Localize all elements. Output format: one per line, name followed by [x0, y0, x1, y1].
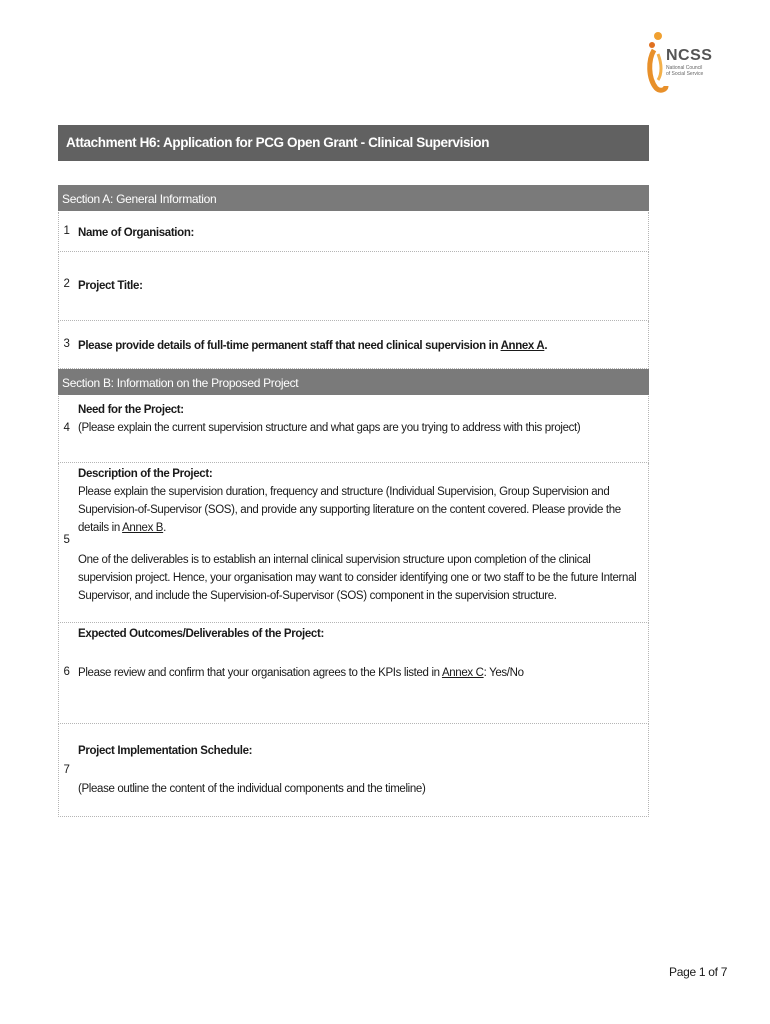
section-a-header: Section A: General Information	[58, 185, 649, 212]
logo-name: NCSS	[666, 47, 713, 64]
row-text	[78, 465, 646, 605]
row-text	[78, 742, 646, 798]
annex-c-link[interactable]: Annex C	[441, 667, 484, 679]
page-title: Attachment H6: Application for PCG Open Grant - Clinical Supervision	[58, 125, 649, 161]
row-end: : Yes/No	[483, 667, 524, 679]
section-b-header: Section B: Information on the Proposed Project	[58, 369, 649, 396]
row-4[interactable]	[58, 396, 649, 463]
row-label: Name of Organisation:	[78, 227, 194, 239]
row-number: 4	[63, 422, 70, 434]
row-description: (Please explain the current supervision structure and what gaps are you trying to address with this project)	[78, 422, 581, 434]
application-form	[58, 185, 649, 817]
row-end: .	[163, 522, 166, 534]
row-2[interactable]	[58, 252, 649, 321]
row-label: Description of the Project:	[78, 468, 213, 480]
row-description-1: Please explain the supervision duration, frequency and structure (Individual Supervision, Group Supervision and Supervision-of-Supervisor (SOS), and provide any supporting literature on the content covered. Please provide the details in	[78, 486, 621, 534]
row-description: (Please outline the content of the individual components and the timeline)	[78, 783, 426, 795]
row-label: Project Title:	[78, 280, 143, 292]
annex-b-link[interactable]: Annex B	[122, 522, 164, 534]
row-label: Need for the Project:	[78, 404, 184, 416]
row-description	[78, 664, 646, 682]
row-1[interactable]	[58, 212, 649, 252]
row-6[interactable]	[58, 623, 649, 724]
row-number: 7	[63, 764, 70, 776]
row-number: 5	[63, 534, 70, 546]
row-label: Expected Outcomes/Deliverables of the Project:	[78, 628, 324, 640]
row-number: 2	[63, 278, 70, 290]
row-description	[78, 483, 646, 537]
row-label: Project Implementation Schedule:	[78, 745, 253, 757]
row-end: .	[544, 340, 548, 352]
logo-subtitle: National Council of Social Service	[666, 65, 704, 77]
row-text	[78, 337, 646, 355]
row-description-text: Please review and confirm that your organisation agrees to the KPIs listed in	[78, 667, 440, 679]
row-text	[78, 625, 646, 682]
row-7[interactable]	[58, 724, 649, 817]
row-description-2: One of the deliverables is to establish an internal clinical supervision structure upon completion of the clinical supervision project. Hence, your organisation may want to consider identifying one or two staff to be the future Internal Supervisor, and include the Supervision-of-Supervisor (SOS) component in the supervision structure.	[78, 554, 637, 602]
row-3[interactable]	[58, 321, 649, 369]
page-number: Page 1 of 7	[669, 965, 728, 979]
row-5[interactable]	[58, 463, 649, 623]
annex-a-link[interactable]: Annex A	[500, 340, 545, 352]
row-label: Please provide details of full-time permanent staff that need clinical supervision in	[78, 340, 499, 352]
row-number: 3	[63, 338, 70, 350]
row-number: 6	[63, 666, 70, 678]
row-number: 1	[63, 225, 70, 237]
row-text	[78, 401, 646, 437]
